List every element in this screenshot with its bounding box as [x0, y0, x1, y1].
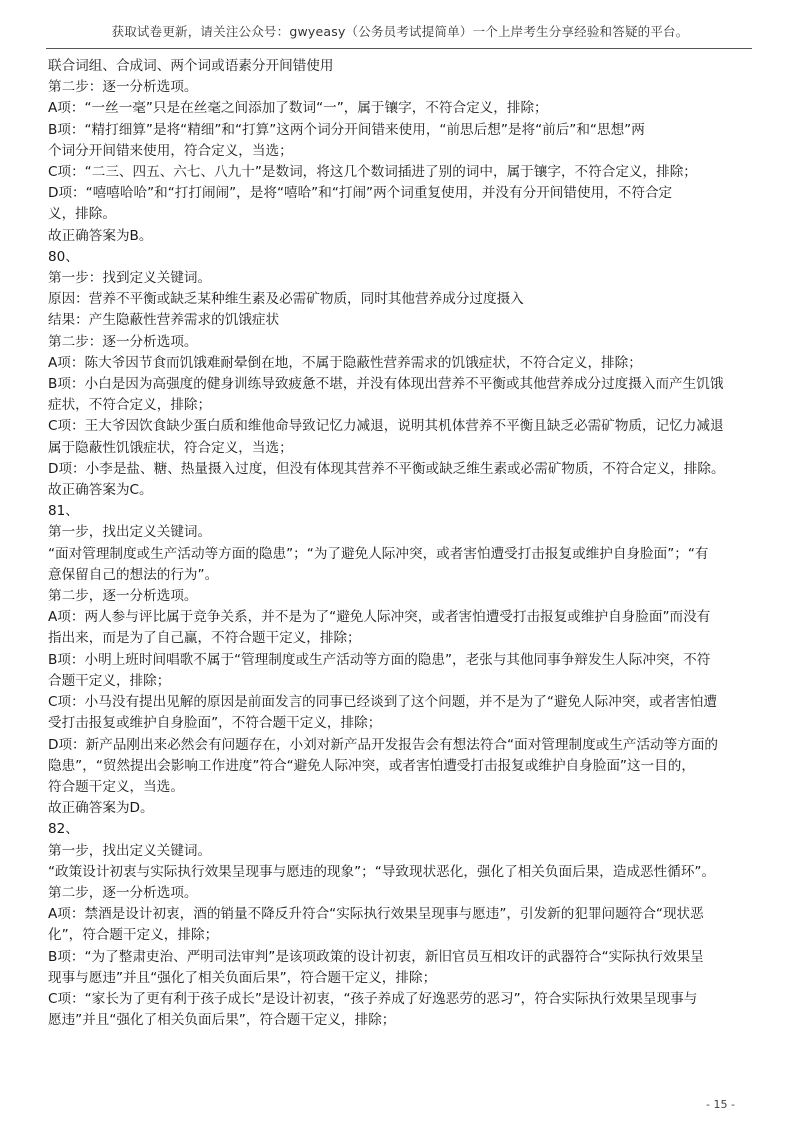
text-line: 合题干定义，排除；: [48, 672, 171, 689]
text-line: 故正确答案为B。: [48, 227, 153, 244]
text-line: A项：陈大爷因节食而饥饿难耐晕倒在地，不属于隐蔽性营养需求的饥饿症状，不符合定义，排除；: [48, 354, 642, 371]
text-line: 愿违”并且“强化了相关负面后果”，符合题干定义，排除；: [48, 1012, 396, 1029]
text-line: B项：小白是因为高强度的健身训练导致疲惫不堪，并没有体现出营养不平衡或其他营养成分过度摄入而产生饥饿: [48, 376, 724, 393]
paragraph: [48, 798, 752, 819]
paragraph: [48, 459, 752, 480]
text-line: A项：“一丝一毫”只是在丝毫之间添加了数词“一”，属于镶字，不符合定义，排除；: [48, 100, 548, 117]
text-line: 隐患”，“贸然提出会影响工作进度”符合“避免人际冲突，或者害怕遭受打击报复或维护自身脸面”这一目的，: [48, 757, 695, 774]
header-divider: [46, 48, 752, 49]
text-line: 义，排除。: [48, 206, 116, 223]
text-line: “面对管理制度或生产活动等方面的隐患”；“为了避免人际冲突，或者害怕遭受打击报复或维护自身脸面”；“有: [48, 545, 709, 562]
paragraph: [48, 904, 752, 946]
paragraph: [48, 735, 752, 799]
text-line: C项：“家长为了更有利于孩子成长”是设计初衷，“孩子养成了好逸恶劳的恶习”，符合实际执行效果呈现事与: [48, 990, 698, 1007]
paragraph: [48, 98, 752, 119]
text-line: 第二步：逐一分析选项。: [48, 333, 198, 350]
text-line: C项：“二三、四五、六七、八九十”是数词，将这几个数词插进了别的词中，属于镶字，不符合定义，排除；: [48, 164, 697, 181]
paragraph: [48, 416, 752, 458]
text-line: 属于隐蔽性饥饿症状，符合定义，当选；: [48, 439, 293, 456]
text-line: B项：小明上班时间唱歌不属于“管理制度或生产活动等方面的隐患”，老张与其他同事争辩发生人际冲突，不符: [48, 651, 711, 668]
text-line: 联合词组、合成词、两个词或语素分开间错使用: [48, 58, 334, 74]
text-line: 第二步，逐一分析选项。: [48, 588, 198, 605]
text-line: 意保留自己的想法的行为”。: [48, 566, 219, 583]
paragraph: [48, 374, 752, 416]
paragraph: [48, 56, 752, 77]
paragraph: [48, 310, 752, 331]
paragraph: [48, 162, 752, 183]
paragraph: [48, 650, 752, 692]
paragraph: [48, 819, 752, 840]
text-line: 81、: [48, 503, 79, 520]
paragraph: [48, 226, 752, 247]
paragraph: [48, 522, 752, 543]
text-line: 症状，不符合定义，排除；: [48, 397, 212, 414]
text-line: B项：“为了整肃吏治、严明司法审判”是该项政策的设计初衷，新旧官员互相攻讦的武器符合“实际执行效果呈: [48, 948, 704, 965]
text-line: 第一步，找出定义关键词。: [48, 524, 212, 541]
paragraph: [48, 183, 752, 225]
document-body: [48, 56, 752, 1031]
paragraph: [48, 586, 752, 607]
page-header-notice: 获取试卷更新，请关注公众号：gwyeasy（公务员考试提简单）一个上岸考生分享经验和答疑的平台。: [111, 24, 689, 39]
text-line: B项：“精打细算”是将“精细”和“打算”这两个词分开间错来使用，“前思后想”是将“前后”和“思想”两: [48, 121, 645, 138]
paragraph: [48, 883, 752, 904]
text-line: D项：新产品刚出来必然会有问题存在，小刘对新产品开发报告会有想法符合“面对管理制度或生产活动等方面的: [48, 736, 719, 753]
text-line: 第二步：逐一分析选项。: [48, 79, 198, 96]
text-line: C项：小马没有提出见解的原因是前面发言的同事已经谈到了这个问题，并不是为了“避免人际冲突，或者害怕遭: [48, 694, 718, 711]
paragraph: [48, 862, 752, 883]
text-line: 结果：产生隐蔽性营养需求的饥饿症状: [48, 312, 280, 329]
paragraph: [48, 947, 752, 989]
text-line: 符合题干定义，当选。: [48, 778, 184, 795]
paragraph: [48, 247, 752, 268]
paragraph: [48, 120, 752, 162]
paragraph: [48, 544, 752, 586]
text-line: C项：王大爷因饮食缺少蛋白质和维他命导致记忆力减退，说明其机体营养不平衡且缺乏必需矿物质，记忆力减退: [48, 418, 724, 435]
paragraph: [48, 841, 752, 862]
text-line: 故正确答案为C。: [48, 482, 153, 499]
paragraph: [48, 332, 752, 353]
text-line: 指出来，而是为了自己赢，不符合题干定义，排除；: [48, 630, 361, 647]
text-line: 受打击报复或维护自身脸面”，不符合题干定义，排除；: [48, 715, 382, 732]
paragraph: [48, 353, 752, 374]
text-line: A项：两人参与评比属于竞争关系，并不是为了“避免人际冲突，或者害怕遭受打击报复或维护自身脸面”而没有: [48, 609, 711, 626]
text-line: 第一步，找出定义关键词。: [48, 842, 212, 859]
paragraph: [48, 501, 752, 522]
text-line: D项：小李是盐、糖、热量摄入过度，但没有体现其营养不平衡或缺乏维生素或必需矿物质，不符合定义，排除。: [48, 460, 725, 477]
paragraph: [48, 692, 752, 734]
text-line: “政策设计初衷与实际执行效果呈现事与愿违的现象”；“导致现状恶化，强化了相关负面后果，造成恶性循环”。: [48, 863, 716, 880]
paragraph: [48, 289, 752, 310]
text-line: 现事与愿违”并且“强化了相关负面后果”，符合题干定义，排除；: [48, 969, 437, 986]
text-line: 第一步：找到定义关键词。: [48, 270, 212, 287]
text-line: 故正确答案为D。: [48, 800, 154, 817]
page-number: - 15 -: [706, 1098, 735, 1111]
text-line: 个词分开间错来使用，符合定义，当选；: [48, 142, 293, 159]
text-line: 原因：营养不平衡或缺乏某种维生素及必需矿物质，同时其他营养成分过度摄入: [48, 291, 524, 308]
paragraph: [48, 480, 752, 501]
text-line: 第二步，逐一分析选项。: [48, 884, 198, 901]
text-line: A项：禁酒是设计初衷，酒的销量不降反升符合“实际执行效果呈现事与愿违”，引发新的犯罪问题符合“现状恶: [48, 906, 704, 923]
paragraph: [48, 268, 752, 289]
paragraph: [48, 607, 752, 649]
text-line: 82、: [48, 821, 79, 838]
paragraph: [48, 989, 752, 1031]
text-line: 化”，符合题干定义，排除；: [48, 927, 219, 944]
text-line: D项：“嘻嘻哈哈”和“打打闹闹”，是将“嘻哈”和“打闹”两个词重复使用，并没有分开间错使用，不符合定: [48, 185, 673, 202]
text-line: 80、: [48, 248, 79, 265]
paragraph: [48, 77, 752, 98]
